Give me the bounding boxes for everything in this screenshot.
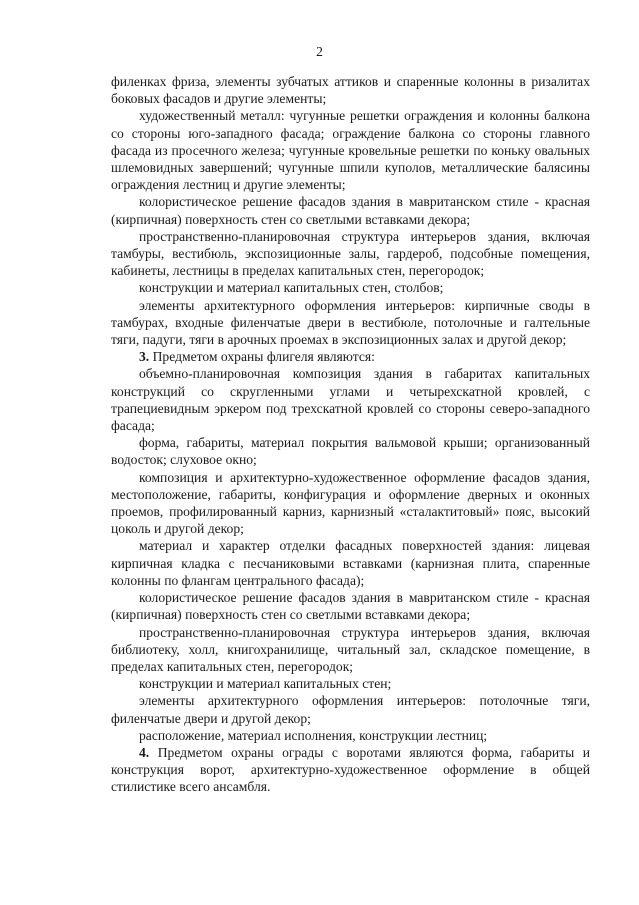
paragraph <box>111 537 590 589</box>
paragraph-text: пространственно-планировочная структура интерьеров здания, включая библиотеку, холл, книгохранилище, читальный зал, складское помещение, в пределах капитальных стен, перегородок; <box>111 624 590 674</box>
paragraph <box>111 469 590 538</box>
paragraph-text: филенках фриза, элементы зубчатых аттиков и спаренные колонны в ризалитах боковых фасадов и другие элементы; <box>111 74 590 107</box>
paragraph-text: колористическое решение фасадов здания в мавританском стиле - красная (кирпичная) поверхность стен со светлыми вставками декора; <box>111 590 590 623</box>
paragraph-text: расположение, материал исполнения, конструкции лестниц; <box>139 727 488 743</box>
section-heading <box>111 744 590 796</box>
paragraph-text: форма, габариты, материал покрытия вальмовой крыши; организованный водосток; слуховое окно; <box>111 435 590 468</box>
paragraph-text: элементы архитектурного оформления интерьеров: потолочные тяги, филенчатые двери и другой декор; <box>111 693 590 726</box>
page-number: 2 <box>316 44 323 59</box>
paragraph <box>111 279 590 296</box>
paragraph-text: элементы архитектурного оформления интерьеров: кирпичные своды в тамбурах, входные филенчатые двери в вестибюле, потолочные и галтельные тяги, падуги, тяги в арочных проемах в экспозиционных залах и другой декор; <box>111 297 590 348</box>
paragraph <box>111 692 590 726</box>
paragraph-text: колористическое решение фасадов здания в мавританском стиле - красная (кирпичная) поверхность стен со светлыми вставками декора; <box>111 194 590 227</box>
paragraph <box>111 107 590 193</box>
paragraph-text: конструкции и материал капитальных стен; <box>139 676 392 692</box>
paragraph <box>111 365 590 434</box>
paragraph <box>111 624 590 676</box>
document-body <box>111 73 590 796</box>
paragraph <box>111 589 590 623</box>
paragraph-text: объемно-планировочная композиция здания в габаритах капитальных конструкций со скругленными углами и четырехскатной кровлей, с трапециевидным эркером под трехскатной кровлей со стороны северо-западного фасада; <box>111 366 590 434</box>
paragraph-text: конструкции и материал капитальных стен, столбов; <box>139 280 444 296</box>
section-heading <box>111 348 590 365</box>
paragraph <box>111 228 590 280</box>
paragraph-text: материал и характер отделки фасадных поверхностей здания: лицевая кирпичная кладка с песчаниковыми вставками (карнизная плита, спаренные колонны по флангам центрального фасада); <box>111 538 590 588</box>
paragraph-text: композиция и архитектурно-художественное оформление фасадов здания, местоположение, габариты, конфигурация и оформление дверных и оконных проемов, профилированный карниз, карнизный «сталактитовый» пояс, высокий цоколь и другой декор; <box>111 469 590 537</box>
paragraph <box>111 434 590 468</box>
paragraph <box>111 193 590 227</box>
paragraph-text: Предметом охраны ограды с воротами являются форма, габариты и конструкция ворот, архитектурно-художественное оформление в общей стилистике всего ансамбля. <box>111 744 590 795</box>
paragraph <box>111 73 590 107</box>
paragraph <box>111 297 590 349</box>
paragraph-text: художественный металл: чугунные решетки ограждения и колонны балкона со стороны юго-западного фасада; ограждение балкона со стороны главного фасада из просечного железа; чугунные кровельные решетки по коньку овальных шлемовидных завершений; чугунные шпили куполов, металлические балясины ограждения лестниц и другие элементы; <box>111 108 590 193</box>
paragraph-text: Предметом охраны флигеля являются: <box>149 349 375 365</box>
item-number: 3. <box>139 349 150 365</box>
item-number: 4. <box>139 744 150 760</box>
paragraph <box>111 675 590 692</box>
paragraph <box>111 727 590 744</box>
paragraph-text: пространственно-планировочная структура интерьеров здания, включая тамбуры, вестибюль, экспозиционные залы, гардероб, подсобные помещения, кабинеты, лестницы в пределах капитальных стен, перегородок; <box>111 228 590 279</box>
